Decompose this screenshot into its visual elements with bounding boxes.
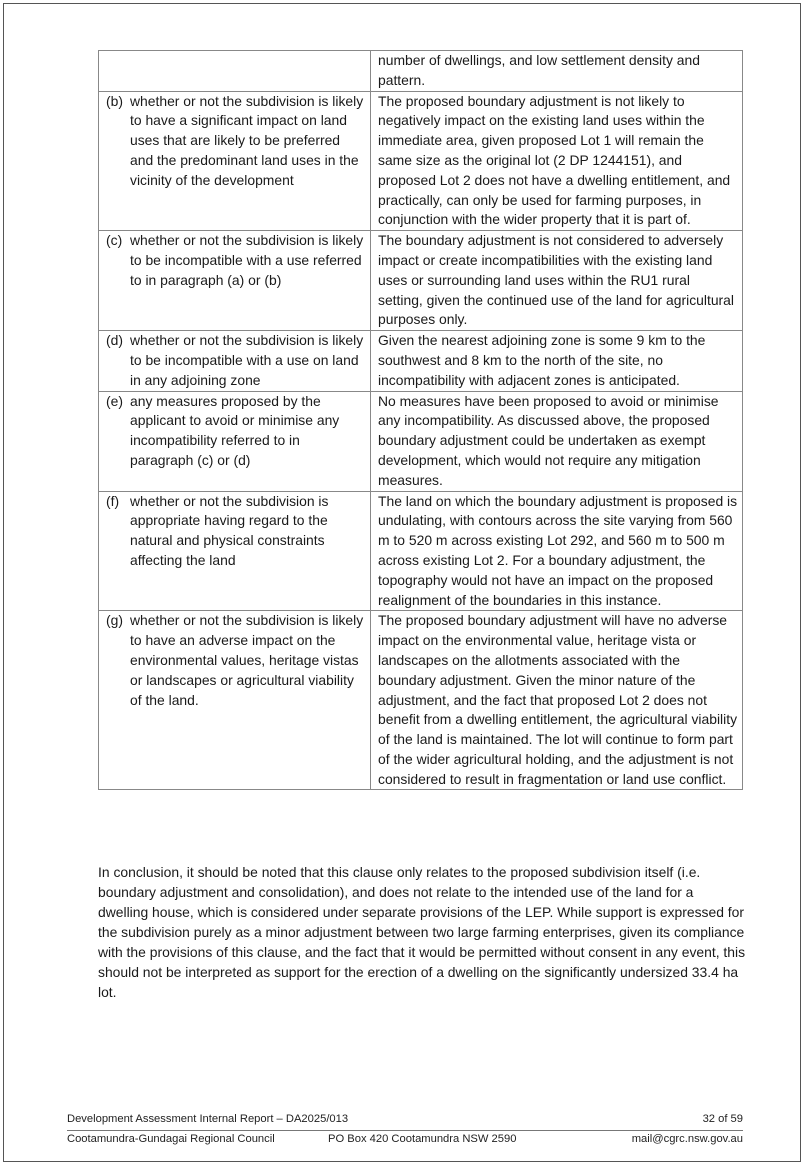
criterion-text: whether or not the subdivision is likely to have a significant impact on land uses that are likely to be preferred and the predominant land uses in the vicinity of the development (130, 92, 364, 188)
criterion-cell (99, 91, 371, 231)
council-email: mail@cgrc.nsw.gov.au (631, 1133, 743, 1145)
criterion-text: whether or not the subdivision is appropriate having regard to the natural and physical constraints affecting the land (130, 492, 329, 568)
report-title: Development Assessment Internal Report – DA2025/013 (67, 1113, 349, 1125)
criterion-cell (99, 331, 371, 391)
criterion-letter: (e) (106, 392, 123, 409)
table-row (99, 231, 743, 331)
footer-line-1 (67, 1113, 743, 1125)
response-cell: The proposed boundary adjustment will have no adverse impact on the environmental value, heritage vista or landscapes on the allotments associated with the boundary adjustment. Given the minor nature of the adjustment, and the fact that proposed Lot 2 does not benefit from a dwelling entitlement, the agricultural viability of the land is maintained. The lot will continue to form part of the wider agricultural holding, and the adjustment is not considered to result in fragmentation or land use conflict. (371, 611, 743, 790)
page-number: 32 of 59 (702, 1113, 743, 1125)
table-row (99, 491, 743, 611)
council-address: PO Box 420 Cootamundra NSW 2590 (328, 1133, 517, 1145)
criterion-text: whether or not the subdivision is likely to be incompatible with a use referred to in paragraph (a) or (b) (130, 232, 364, 288)
response-cell: Given the nearest adjoining zone is some 9 km to the southwest and 8 km to the north of the site, no incompatibility with adjacent zones is anticipated. (371, 331, 743, 391)
criterion-letter: (c) (106, 232, 123, 249)
footer-divider (67, 1130, 743, 1131)
criterion-cell (99, 51, 371, 92)
criterion-letter: (f) (106, 492, 120, 509)
criterion-text: whether or not the subdivision is likely to be incompatible with a use on land in any adjoining zone (130, 332, 364, 388)
criterion-cell (99, 491, 371, 611)
table-row (99, 391, 743, 491)
council-name: Cootamundra-Gundagai Regional Council (67, 1133, 275, 1145)
criterion-text: whether or not the subdivision is likely to have an adverse impact on the environmental values, heritage vistas or landscapes or agricultural viability of the land. (130, 612, 364, 708)
criterion-text: any measures proposed by the applicant to avoid or minimise any incompatibility referred to in paragraph (c) or (d) (130, 392, 340, 468)
criterion-cell (99, 611, 371, 790)
table-row (99, 611, 743, 790)
conclusion-paragraph: In conclusion, it should be noted that this clause only relates to the proposed subdivision itself (i.e. boundary adjustment and consolidation), and does not relate to the intended use of the land for a dwelling house, which is considered under separate provisions of the LEP. While support is expressed for the subdivision purely as a minor adjustment between two large farming enterprises, given its compliance with the provisions of this clause, and the fact that it would be permitted without consent in any event, this should not be interpreted as support for the erection of a dwelling on the significantly undersized 33.4 ha lot. (98, 864, 746, 1000)
table-row (99, 331, 743, 391)
criterion-cell (99, 391, 371, 491)
response-cell: No measures have been proposed to avoid or minimise any incompatibility. As discussed above, the proposed boundary adjustment could be undertaken as exempt development, which would not require any mitigation measures. (371, 391, 743, 491)
response-cell: The land on which the boundary adjustment is proposed is undulating, with contours across the site varying from 560 m to 520 m across existing Lot 292, and 560 m to 500 m across existing Lot 2. For a boundary adjustment, the topography would not have an impact on the proposed realignment of the boundaries in this instance. (371, 491, 743, 611)
response-cell: The boundary adjustment is not considered to adversely impact or create incompatibilities with the existing land uses or surrounding land uses within the RU1 rural setting, given the continued use of the land for agricultural purposes only. (371, 231, 743, 331)
assessment-table (98, 50, 743, 790)
response-cell: number of dwellings, and low settlement density and pattern. (371, 51, 743, 92)
criterion-letter: (d) (106, 332, 123, 349)
footer-line-2 (67, 1133, 743, 1145)
criterion-cell (99, 231, 371, 331)
criterion-letter: (g) (106, 612, 123, 629)
response-cell: The proposed boundary adjustment is not likely to negatively impact on the existing land uses within the immediate area, given proposed Lot 1 will remain the same size as the original lot (2 DP 1244151), and proposed Lot 2 does not have a dwelling entitlement, and practically, can only be used for farming purposes, in conjunction with the wider property that it is part of. (371, 91, 743, 231)
criterion-letter: (b) (106, 92, 123, 109)
table-row (99, 91, 743, 231)
table-row (99, 51, 743, 92)
